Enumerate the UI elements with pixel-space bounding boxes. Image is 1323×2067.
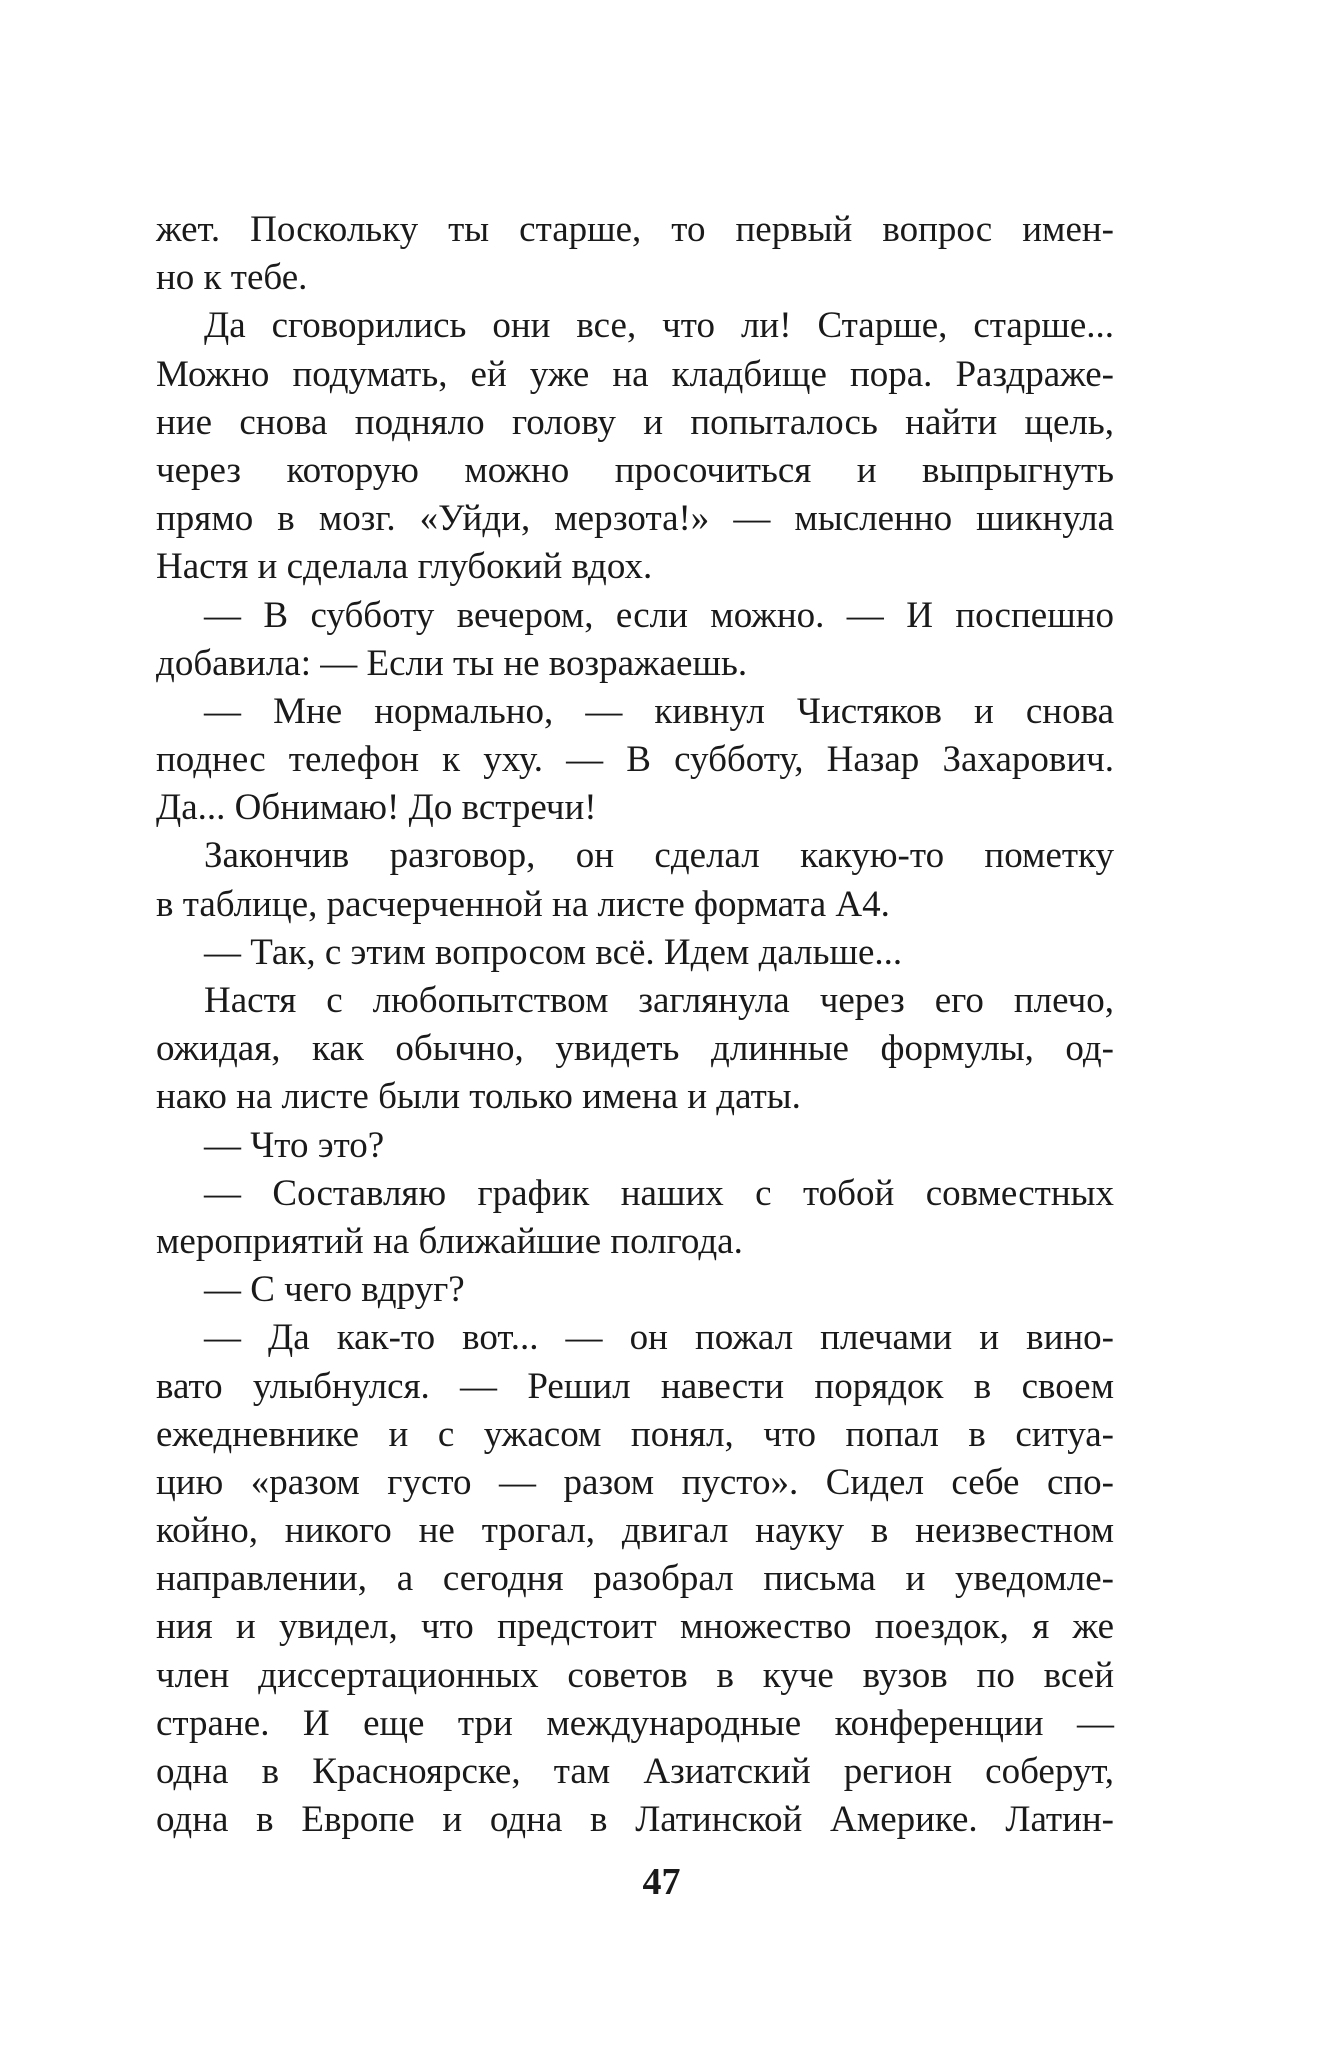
text-line: цию «разом густо — разом пусто». Сидел себе спо- [156, 1461, 1114, 1503]
text-line: ния и увидел, что предстоит множество поездок, я же [156, 1606, 1114, 1648]
page-number: 47 [642, 1861, 681, 1903]
text-line: Настя с любопытством заглянула через его плечо, [204, 980, 1114, 1021]
text-line: Настя и сделала глубокий вдох. [156, 546, 653, 588]
text-line: но к тебе. [156, 257, 308, 299]
text-line: мероприятий на ближайшие полгода. [156, 1220, 743, 1262]
text-line: койно, никого не трогал, двигал науку в неизвестном [156, 1510, 1114, 1552]
text-line: — Так, с этим вопросом всё. Идем дальше... [204, 931, 903, 973]
text-line: — Да как-то вот... — он пожал плечами и вино- [204, 1317, 1114, 1359]
text-line: Да... Обнимаю! До встречи! [156, 787, 597, 829]
text-line: — С чего вдруг? [204, 1269, 465, 1311]
text-line: Закончив разговор, он сделал какую-то пометку [204, 835, 1114, 877]
text-line: стране. И еще три международные конференции — [156, 1702, 1114, 1744]
text-line: поднес телефон к уху. — В субботу, Назар Захарович. [156, 739, 1114, 781]
text-line: через которую можно просочиться и выпрыгнуть [156, 449, 1114, 491]
text-line: одна в Европе и одна в Латинской Америке. Латин- [156, 1799, 1114, 1841]
text-line: одна в Красноярске, там Азиатский регион соберут, [156, 1751, 1114, 1792]
text-line: ожидая, как обычно, увидеть длинные формулы, од- [156, 1028, 1114, 1070]
text-line: Да сговорились они все, что ли! Старше, старше... [204, 305, 1114, 347]
text-line: — Составляю график наших с тобой совместных [204, 1172, 1114, 1214]
text-line: — В субботу вечером, если можно. — И поспешно [204, 594, 1114, 636]
text-line: вато улыбнулся. — Решил навести порядок в своем [156, 1365, 1114, 1407]
body-text [156, 206, 1114, 1844]
text-line: нако на листе были только имена и даты. [156, 1076, 801, 1118]
text-line: добавила: — Если ты не возражаешь. [156, 642, 748, 684]
text-line: — Мне нормально, — кивнул Чистяков и снова [204, 690, 1114, 732]
text-line: Можно подумать, ей уже на кладбище пора. Раздраже- [156, 353, 1114, 395]
text-line: жет. Поскольку ты старше, то первый вопрос имен- [156, 209, 1114, 250]
text-line: ежедневнике и с ужасом понял, что попал в ситуа- [156, 1413, 1114, 1455]
text-line: в таблице, расчерченной на листе формата А4. [156, 883, 890, 925]
text-line: — Что это? [204, 1124, 385, 1166]
text-line: член диссертационных советов в куче вузов по всей [156, 1654, 1114, 1696]
text-line: направлении, а сегодня разобрал письма и уведомле- [156, 1558, 1114, 1600]
text-line: прямо в мозг. «Уйди, мерзота!» — мысленно шикнула [156, 498, 1114, 540]
text-line: ние снова подняло голову и попыталось найти щель, [156, 401, 1114, 443]
